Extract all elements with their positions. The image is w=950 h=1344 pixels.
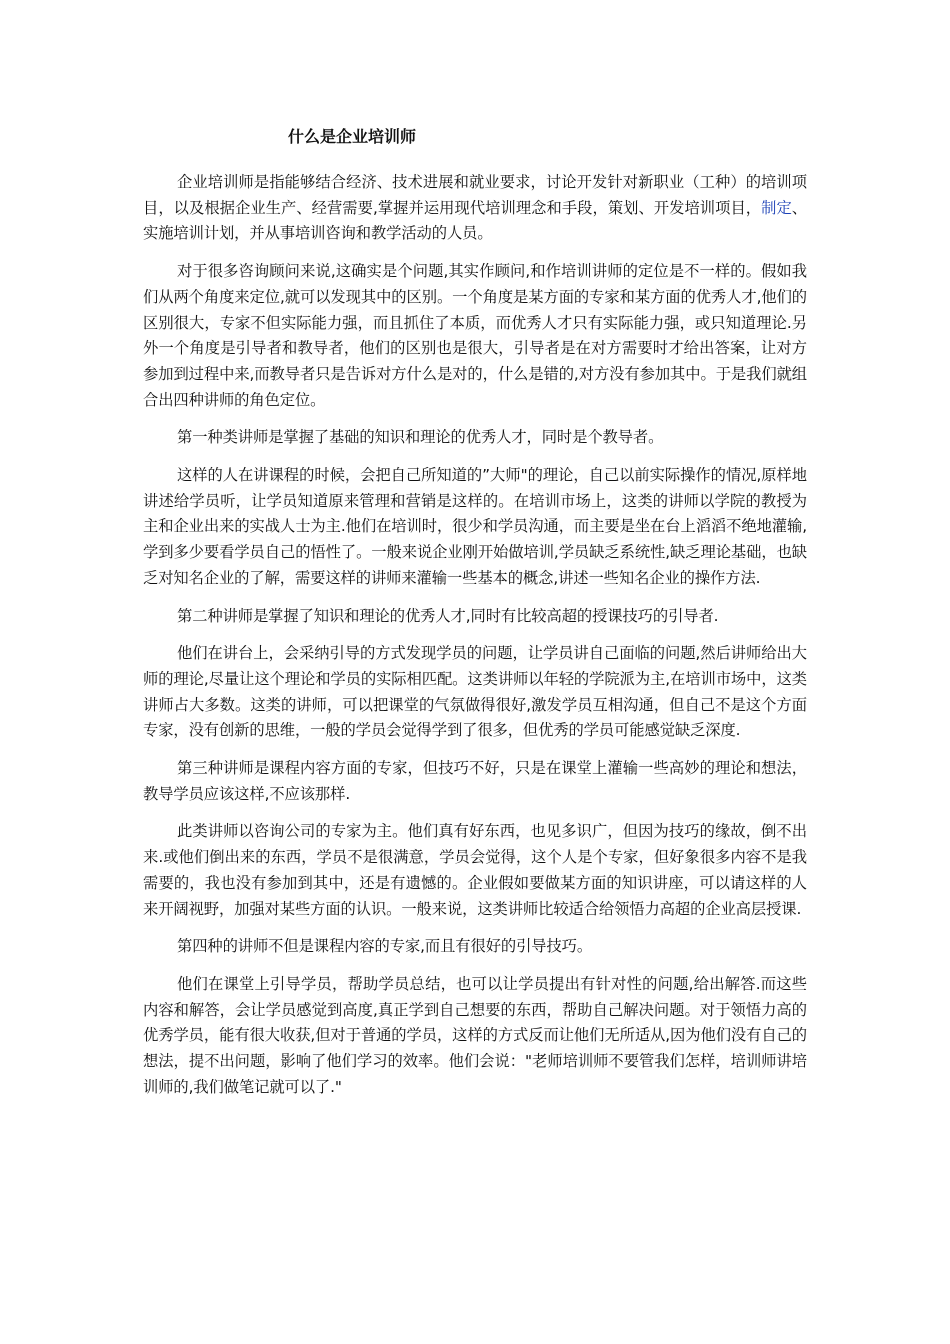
paragraph-type-four-detail: 他们在课堂上引导学员，帮助学员总结，也可以让学员提出有针对性的问题,给出解答.而这些内容和解答，会让学员感觉到高度,真正学到自己想要的东西，帮助自己解决问题。对于领悟力高的优秀学员，能有很大收获,但对于普通的学员，这样的方式反而让他们无所适从,因为他们没有自己的想法，提不出问题，影响了他们学习的效率。他们会说："老师培训师不要管我们怎样，培训师讲培训师的,我们做笔记就可以了.": [143, 974, 807, 1096]
paragraph-positioning: 对于很多咨询顾问来说,这确实是个问题,其实作顾问,和作培训讲师的定位是不一样的。假如我们从两个角度来定位,就可以发现其中的区别。一个角度是某方面的专家和某方面的优秀人才,他们的区别很大，专家不但实际能力强，而且抓住了本质，而优秀人才只有实际能力强，或只知道理论.另外一个角度是引导者和教导者，他们的区别也是很大，引导者是在对方需要时才给出答案，让对方参加到过程中来,而教导者只是告诉对方什么是对的，什么是错的,对方没有参加其中。于是我们就组合出四种讲师的角色定位。: [143, 262, 807, 409]
paragraph-definition: [143, 170, 807, 247]
paragraph-text: 、实施培训计划，并从事培训咨询和教学活动的人员。: [143, 198, 807, 243]
paragraph-text: 企业培训师是指能够结合经济、技术进展和就业要求，讨论开发针对新职业（工种）的培训项目，以及根据企业生产、经营需要,掌握并运用现代培训理念和手段，策划、开发培训项目，: [143, 173, 807, 217]
paragraph-type-four-heading: 第四种的讲师不但是课程内容的专家,而且有很好的引导技巧。: [177, 937, 593, 956]
document-body: [143, 170, 807, 1113]
paragraph-type-two-detail: 他们在讲台上，会采纳引导的方式发现学员的问题，让学员讲自己面临的问题,然后讲师给出大师的理论,尽量让这个理论和学员的实际相匹配。这类讲师以年轻的学院派为主,在培训市场中，这类讲师占大多数。这类的讲师，可以把课堂的气氛做得很好,激发学员互相沟通，但自己不是这个方面专家，没有创新的思维，一般的学员会觉得学到了很多，但优秀的学员可能感觉缺乏深度.: [143, 644, 807, 740]
paragraph-type-three-heading: 第三种讲师是课程内容方面的专家，但技巧不好，只是在课堂上灌输一些高妙的理论和想法，教导学员应该这样,不应该那样.: [143, 759, 807, 803]
link-zhiding[interactable]: 制定: [761, 198, 792, 217]
paragraph-type-two-heading: 第二种讲师是掌握了知识和理论的优秀人才,同时有比较高超的授课技巧的引导者.: [177, 606, 719, 625]
document-title: 什么是企业培训师: [288, 127, 417, 146]
paragraph-type-one-heading: 第一种类讲师是掌握了基础的知识和理论的优秀人才，同时是个教导者。: [177, 428, 664, 447]
paragraph-type-three-detail: 此类讲师以咨询公司的专家为主。他们真有好东西，也见多识广，但因为技巧的缘故，倒不出来.或他们倒出来的东西，学员不是很满意，学员会觉得，这个人是个专家，但好象很多内容不是我需要的，我也没有参加到其中，还是有遗憾的。企业假如要做某方面的知识讲座，可以请这样的人来开阔视野，加强对某些方面的认识。一般来说，这类讲师比较适合给领悟力高超的企业高层授课.: [143, 822, 807, 918]
paragraph-type-one-detail: 这样的人在讲课程的时候，会把自己所知道的”大师"的理论，自己以前实际操作的情况,原样地讲述给学员听，让学员知道原来管理和营销是这样的。在培训市场上，这类的讲师以学院的教授为主和企业出来的实战人士为主.他们在培训时，很少和学员沟通，而主要是坐在台上滔滔不绝地灌输,学到多少要看学员自己的悟性了。一般来说企业刚开始做培训,学员缺乏系统性,缺乏理论基础，也缺乏对知名企业的了解，需要这样的讲师来灌输一些基本的概念,讲述一些知名企业的操作方法.: [143, 466, 807, 587]
